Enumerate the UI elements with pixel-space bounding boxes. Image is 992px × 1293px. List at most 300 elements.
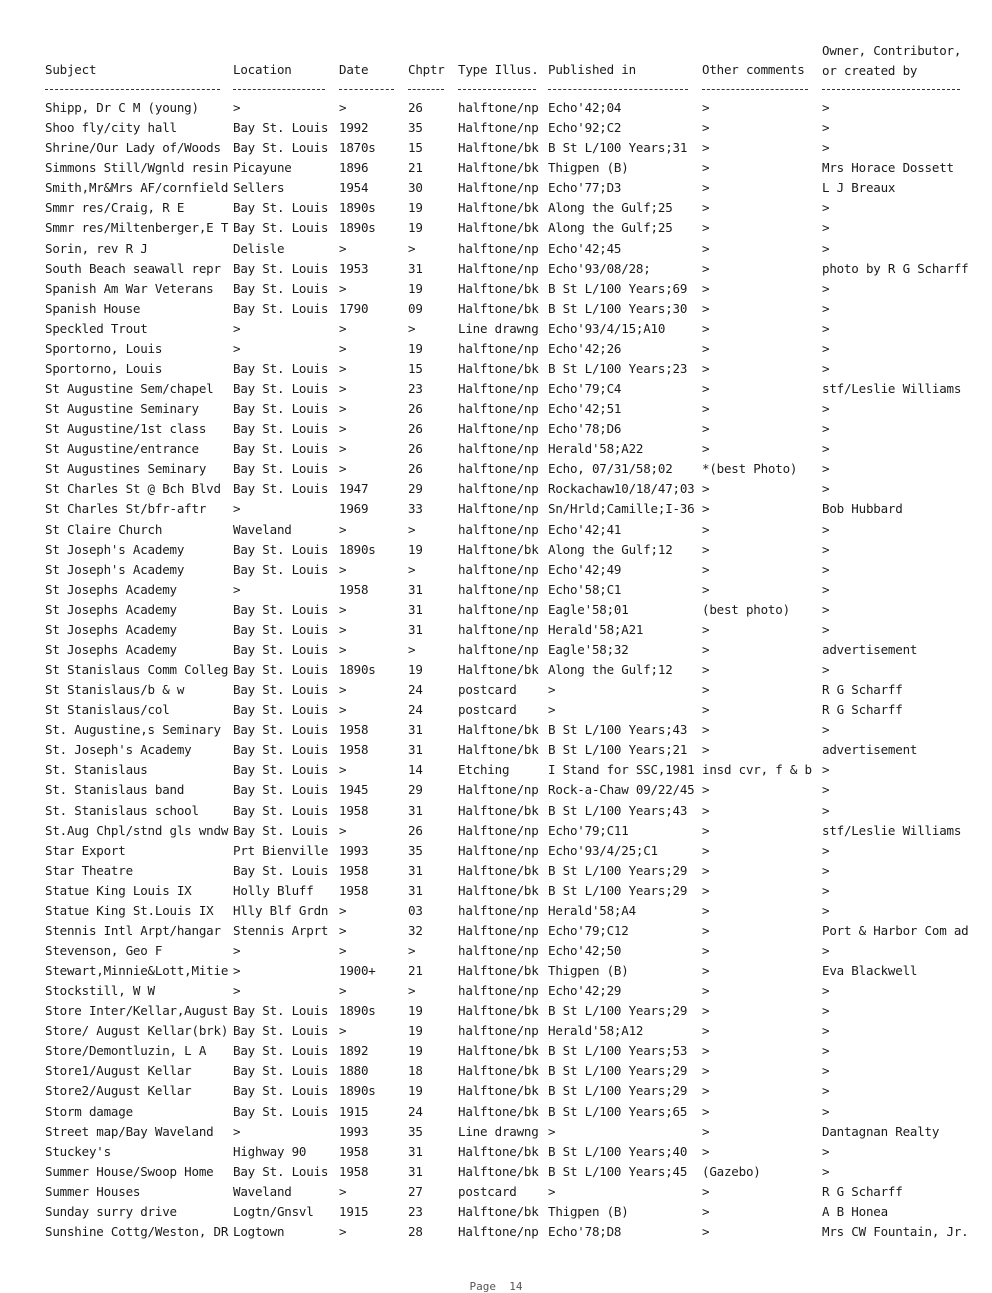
cell-other-comments: >: [702, 942, 710, 958]
cell-other-comments: insd cvr, f & b: [702, 762, 812, 778]
cell-location: Bay St. Louis: [233, 1103, 329, 1119]
cell-date: >: [339, 762, 347, 778]
cell-subject: St Augustines Seminary: [45, 461, 207, 477]
cell-type-illus: Halftone/np: [458, 922, 539, 938]
cell-other-comments: >: [702, 882, 710, 898]
cell-published-in: Echo'42;04: [548, 100, 622, 115]
cell-chptr: 24: [408, 702, 423, 718]
cell-chptr: 31: [408, 862, 423, 878]
cell-published-in: Echo'42;50: [548, 942, 622, 958]
cell-type-illus: Halftone/bk: [458, 160, 539, 176]
cell-subject: Spanish House: [45, 300, 141, 316]
cell-date: 1958: [339, 1163, 369, 1179]
cell-owner: Mrs CW Fountain, Jr.: [822, 1223, 969, 1239]
header-chptr: Chptr: [408, 62, 445, 77]
cell-date: >: [339, 1023, 347, 1039]
cell-type-illus: halftone/np: [458, 621, 539, 637]
cell-other-comments: >: [702, 1203, 710, 1219]
cell-location: >: [233, 501, 241, 517]
cell-date: 1958: [339, 862, 369, 878]
cell-chptr: 31: [408, 802, 423, 818]
cell-other-comments: >: [702, 581, 710, 597]
cell-subject: St Charles St/bfr-aftr: [45, 501, 207, 517]
table-row: [0, 281, 992, 301]
table-row: [0, 241, 992, 261]
cell-date: >: [339, 360, 347, 376]
table-row: [0, 1023, 992, 1043]
cell-owner: Port & Harbor Com ad: [822, 922, 969, 938]
cell-other-comments: >: [702, 340, 710, 356]
cell-other-comments: >: [702, 1143, 710, 1159]
cell-other-comments: >: [702, 902, 710, 918]
cell-date: >: [339, 240, 347, 256]
cell-chptr: >: [408, 521, 416, 537]
header-type-illus: Type Illus.: [458, 62, 539, 77]
cell-subject: St Augustine/entrance: [45, 441, 199, 457]
cell-published-in: B St L/100 Years;29: [548, 1003, 688, 1019]
cell-published-in: >: [548, 1183, 556, 1199]
cell-subject: Speckled Trout: [45, 320, 148, 336]
header-rule-subject: [45, 89, 220, 90]
cell-subject: Sunday surry drive: [45, 1203, 177, 1219]
cell-owner: >: [822, 862, 830, 878]
cell-type-illus: Halftone/bk: [458, 1063, 539, 1079]
cell-subject: Shoo fly/city hall: [45, 120, 177, 136]
cell-published-in: B St L/100 Years;29: [548, 882, 688, 898]
cell-location: Bay St. Louis: [233, 541, 329, 557]
cell-subject: Summer House/Swoop Home: [45, 1163, 214, 1179]
cell-owner: R G Scharff: [822, 682, 903, 697]
cell-published-in: Along the Gulf;25: [548, 200, 673, 216]
cell-type-illus: Halftone/np: [458, 822, 539, 838]
cell-owner: Mrs Horace Dossett: [822, 160, 954, 176]
cell-published-in: Echo'79;C11: [548, 822, 629, 838]
cell-owner: >: [822, 461, 830, 477]
cell-location: Bay St. Louis: [233, 802, 329, 818]
cell-date: 1945: [339, 782, 369, 798]
cell-chptr: 35: [408, 120, 423, 136]
header-date: Date: [339, 62, 369, 77]
cell-owner: >: [822, 220, 830, 236]
cell-type-illus: Halftone/bk: [458, 1003, 539, 1019]
cell-location: Bay St. Louis: [233, 401, 329, 417]
cell-location: Bay St. Louis: [233, 1063, 329, 1079]
cell-published-in: Echo'93/4/25;C1: [548, 842, 658, 858]
cell-owner: >: [822, 200, 830, 216]
cell-published-in: Echo'78;D8: [548, 1223, 622, 1239]
cell-other-comments: >: [702, 842, 710, 858]
cell-published-in: Echo'42;29: [548, 983, 622, 999]
cell-subject: Store/ August Kellar(brk): [45, 1023, 229, 1039]
cell-type-illus: Halftone/np: [458, 421, 539, 437]
cell-other-comments: >: [702, 561, 710, 577]
cell-published-in: Thigpen (B): [548, 1203, 629, 1219]
cell-owner: >: [822, 340, 830, 356]
cell-other-comments: >: [702, 641, 710, 657]
cell-published-in: B St L/100 Years;40: [548, 1143, 688, 1159]
cell-other-comments: >: [702, 782, 710, 798]
cell-published-in: B St L/100 Years;23: [548, 360, 688, 376]
cell-published-in: Echo'77;D3: [548, 180, 622, 196]
cell-location: Bay St. Louis: [233, 280, 329, 296]
cell-chptr: 19: [408, 1023, 423, 1039]
table-row: [0, 602, 992, 622]
cell-published-in: Herald'58;A22: [548, 441, 644, 457]
cell-subject: Store/Demontluzin, L A: [45, 1043, 207, 1059]
cell-chptr: 21: [408, 160, 423, 176]
cell-type-illus: halftone/np: [458, 983, 539, 999]
cell-subject: Smmr res/Miltenberger,E T: [45, 220, 229, 236]
cell-subject: St Joseph's Academy: [45, 541, 185, 557]
cell-owner: >: [822, 902, 830, 918]
cell-location: Bay St. Louis: [233, 421, 329, 437]
cell-date: >: [339, 320, 347, 336]
cell-date: 1915: [339, 1103, 369, 1119]
cell-other-comments: >: [702, 521, 710, 537]
cell-other-comments: >: [702, 722, 710, 738]
cell-other-comments: >: [702, 1063, 710, 1079]
cell-published-in: I Stand for SSC,1981: [548, 762, 695, 778]
header-owner-line2: or created by: [822, 63, 918, 78]
cell-location: Logtn/Gnsvl: [233, 1203, 314, 1219]
cell-location: Bay St. Louis: [233, 1023, 329, 1039]
cell-location: Sellers: [233, 180, 285, 196]
cell-subject: Smmr res/Craig, R E: [45, 200, 185, 216]
table-row: [0, 1164, 992, 1184]
cell-date: >: [339, 682, 347, 697]
table-row: [0, 863, 992, 883]
cell-type-illus: halftone/np: [458, 581, 539, 597]
cell-type-illus: Halftone/bk: [458, 1143, 539, 1159]
cell-type-illus: halftone/np: [458, 902, 539, 918]
cell-location: Bay St. Louis: [233, 762, 329, 778]
cell-subject: Stevenson, Geo F: [45, 942, 163, 958]
cell-subject: Stockstill, W W: [45, 983, 155, 999]
cell-location: Bay St. Louis: [233, 601, 329, 617]
cell-chptr: 18: [408, 1063, 423, 1079]
cell-chptr: >: [408, 561, 416, 577]
cell-type-illus: halftone/np: [458, 340, 539, 356]
cell-chptr: 19: [408, 1043, 423, 1059]
cell-other-comments: *(best Photo): [702, 461, 798, 477]
cell-owner: advertisement: [822, 641, 918, 657]
cell-other-comments: >: [702, 481, 710, 497]
cell-subject: St Stanislaus/col: [45, 702, 170, 718]
cell-location: Bay St. Louis: [233, 381, 329, 396]
cell-owner: >: [822, 1163, 830, 1179]
cell-date: >: [339, 521, 347, 537]
table-row: [0, 180, 992, 200]
cell-location: >: [233, 983, 241, 999]
cell-chptr: 29: [408, 782, 423, 798]
cell-date: >: [339, 822, 347, 838]
cell-location: Bay St. Louis: [233, 561, 329, 577]
cell-chptr: 19: [408, 280, 423, 296]
header-location: Location: [233, 62, 292, 77]
table-row: [0, 401, 992, 421]
cell-chptr: >: [408, 942, 416, 958]
cell-published-in: Thigpen (B): [548, 160, 629, 176]
cell-published-in: Eagle'58;01: [548, 601, 629, 617]
cell-owner: >: [822, 140, 830, 156]
cell-published-in: B St L/100 Years;69: [548, 280, 688, 296]
cell-type-illus: Halftone/bk: [458, 541, 539, 557]
cell-chptr: 32: [408, 922, 423, 938]
cell-other-comments: >: [702, 300, 710, 316]
cell-date: 1954: [339, 180, 369, 196]
cell-subject: Stennis Intl Arpt/hangar: [45, 922, 221, 938]
cell-location: >: [233, 100, 241, 115]
cell-location: Bay St. Louis: [233, 140, 329, 156]
cell-date: 1890s: [339, 1003, 376, 1019]
cell-other-comments: >: [702, 421, 710, 437]
cell-published-in: Sn/Hrld;Camille;I-36: [548, 501, 695, 517]
cell-published-in: Echo'79;C12: [548, 922, 629, 938]
cell-date: >: [339, 441, 347, 457]
cell-subject: Simmons Still/Wgnld resin: [45, 160, 229, 176]
cell-owner: >: [822, 842, 830, 858]
cell-subject: St Joseph's Academy: [45, 561, 185, 577]
cell-date: >: [339, 561, 347, 577]
cell-subject: St. Stanislaus: [45, 762, 148, 778]
cell-chptr: 26: [408, 100, 423, 115]
cell-date: >: [339, 461, 347, 477]
cell-other-comments: >: [702, 621, 710, 637]
table-row: [0, 923, 992, 943]
cell-other-comments: >: [702, 501, 710, 517]
cell-other-comments: >: [702, 983, 710, 999]
table-row: [0, 762, 992, 782]
cell-location: Bay St. Louis: [233, 862, 329, 878]
cell-owner: >: [822, 1083, 830, 1099]
cell-subject: St Josephs Academy: [45, 581, 177, 597]
cell-subject: St Stanislaus/b & w: [45, 682, 185, 697]
cell-type-illus: Halftone/np: [458, 782, 539, 798]
cell-chptr: 30: [408, 180, 423, 196]
cell-location: Bay St. Louis: [233, 702, 329, 718]
cell-owner: >: [822, 320, 830, 336]
cell-type-illus: halftone/np: [458, 481, 539, 497]
cell-location: >: [233, 581, 241, 597]
cell-published-in: Eagle'58;32: [548, 641, 629, 657]
cell-owner: >: [822, 1023, 830, 1039]
cell-owner: >: [822, 240, 830, 256]
table-row: [0, 261, 992, 281]
cell-subject: St. Stanislaus band: [45, 782, 185, 798]
cell-subject: South Beach seawall repr: [45, 260, 221, 276]
cell-other-comments: >: [702, 100, 710, 115]
cell-location: Bay St. Louis: [233, 441, 329, 457]
cell-type-illus: Line drawng: [458, 1123, 539, 1139]
cell-chptr: 19: [408, 340, 423, 356]
cell-type-illus: Halftone/bk: [458, 862, 539, 878]
table-row: [0, 722, 992, 742]
cell-subject: Shipp, Dr C M (young): [45, 100, 199, 115]
cell-owner: >: [822, 280, 830, 296]
cell-owner: stf/Leslie Williams: [822, 381, 962, 396]
table-row: [0, 1083, 992, 1103]
cell-other-comments: >: [702, 280, 710, 296]
cell-owner: >: [822, 360, 830, 376]
table-row: [0, 702, 992, 722]
cell-date: >: [339, 641, 347, 657]
header-rule-date: [339, 89, 394, 90]
cell-location: >: [233, 963, 241, 978]
cell-date: >: [339, 922, 347, 938]
cell-published-in: Echo'42;51: [548, 401, 622, 417]
cell-date: >: [339, 401, 347, 417]
cell-owner: >: [822, 521, 830, 537]
cell-chptr: 15: [408, 140, 423, 156]
cell-published-in: Echo'42;41: [548, 521, 622, 537]
cell-date: 1896: [339, 160, 369, 176]
cell-owner: >: [822, 1003, 830, 1019]
cell-owner: >: [822, 802, 830, 818]
table-row: [0, 421, 992, 441]
cell-type-illus: halftone/np: [458, 1023, 539, 1039]
cell-chptr: 15: [408, 360, 423, 376]
cell-published-in: Herald'58;A21: [548, 621, 644, 637]
table-row: [0, 682, 992, 702]
table-row: [0, 461, 992, 481]
cell-owner: >: [822, 481, 830, 497]
cell-other-comments: >: [702, 1083, 710, 1099]
cell-location: Bay St. Louis: [233, 621, 329, 637]
cell-subject: Store Inter/Kellar,August: [45, 1003, 229, 1019]
cell-published-in: Along the Gulf;12: [548, 662, 673, 677]
cell-chptr: 31: [408, 260, 423, 276]
cell-subject: Stuckey's: [45, 1143, 111, 1159]
cell-published-in: Along the Gulf;12: [548, 541, 673, 557]
cell-owner: L J Breaux: [822, 180, 896, 196]
cell-type-illus: halftone/np: [458, 641, 539, 657]
header-subject: Subject: [45, 62, 97, 77]
cell-subject: St. Stanislaus school: [45, 802, 199, 818]
cell-date: >: [339, 942, 347, 958]
cell-published-in: B St L/100 Years;65: [548, 1103, 688, 1119]
cell-owner: >: [822, 762, 830, 778]
header-rule-type: [458, 89, 536, 90]
cell-other-comments: >: [702, 822, 710, 838]
cell-chptr: 26: [408, 461, 423, 477]
cell-date: 1958: [339, 882, 369, 898]
cell-date: >: [339, 601, 347, 617]
cell-other-comments: >: [702, 200, 710, 216]
table-row: [0, 120, 992, 140]
cell-type-illus: Halftone/bk: [458, 1163, 539, 1179]
cell-date: >: [339, 340, 347, 356]
cell-subject: Statue King St.Louis IX: [45, 902, 214, 918]
table-row: [0, 943, 992, 963]
cell-date: 1890s: [339, 662, 376, 677]
cell-type-illus: Halftone/np: [458, 1223, 539, 1239]
cell-location: Bay St. Louis: [233, 742, 329, 758]
cell-location: Bay St. Louis: [233, 722, 329, 738]
table-row: [0, 1144, 992, 1164]
cell-published-in: Herald'58;A12: [548, 1023, 644, 1039]
cell-subject: St Josephs Academy: [45, 601, 177, 617]
cell-owner: >: [822, 541, 830, 557]
cell-location: Holly Bluff: [233, 882, 314, 898]
cell-published-in: Rockachaw10/18/47;03: [548, 481, 695, 497]
cell-chptr: >: [408, 641, 416, 657]
table-row: [0, 1104, 992, 1124]
cell-type-illus: Halftone/bk: [458, 200, 539, 216]
cell-other-comments: >: [702, 1043, 710, 1059]
cell-location: >: [233, 320, 241, 336]
cell-date: >: [339, 1223, 347, 1239]
cell-owner: >: [822, 1103, 830, 1119]
table-row: [0, 843, 992, 863]
cell-published-in: Echo'42;26: [548, 340, 622, 356]
cell-date: 1969: [339, 501, 369, 517]
table-row: [0, 883, 992, 903]
cell-type-illus: halftone/np: [458, 100, 539, 115]
cell-date: 1953: [339, 260, 369, 276]
cell-published-in: Along the Gulf;25: [548, 220, 673, 236]
cell-type-illus: Halftone/bk: [458, 1043, 539, 1059]
cell-owner: >: [822, 100, 830, 115]
cell-location: Highway 90: [233, 1143, 307, 1159]
cell-location: Bay St. Louis: [233, 682, 329, 697]
cell-location: Bay St. Louis: [233, 1043, 329, 1059]
cell-chptr: 23: [408, 381, 423, 396]
cell-date: 1993: [339, 1123, 369, 1139]
cell-chptr: 31: [408, 1143, 423, 1159]
cell-subject: St.Aug Chpl/stnd gls wndw: [45, 822, 229, 838]
cell-type-illus: Etching: [458, 762, 510, 778]
table-row: [0, 481, 992, 501]
cell-other-comments: >: [702, 1223, 710, 1239]
cell-published-in: Echo'58;C1: [548, 581, 622, 597]
cell-type-illus: Halftone/bk: [458, 802, 539, 818]
table-row: [0, 140, 992, 160]
cell-subject: Spanish Am War Veterans: [45, 280, 214, 296]
cell-type-illus: postcard: [458, 1183, 517, 1199]
cell-chptr: 31: [408, 882, 423, 898]
cell-type-illus: Halftone/bk: [458, 300, 539, 316]
cell-owner: Bob Hubbard: [822, 501, 903, 517]
cell-chptr: 31: [408, 581, 423, 597]
cell-location: Bay St. Louis: [233, 481, 329, 497]
cell-type-illus: halftone/np: [458, 561, 539, 577]
cell-location: Bay St. Louis: [233, 662, 329, 677]
table-row: [0, 823, 992, 843]
cell-date: 1993: [339, 842, 369, 858]
cell-subject: Store1/August Kellar: [45, 1063, 192, 1079]
cell-subject: Sportorno, Louis: [45, 360, 163, 376]
cell-location: Picayune: [233, 160, 292, 176]
cell-other-comments: >: [702, 401, 710, 417]
cell-subject: St. Joseph's Academy: [45, 742, 192, 758]
cell-other-comments: >: [702, 360, 710, 376]
cell-subject: St Josephs Academy: [45, 621, 177, 637]
cell-other-comments: >: [702, 541, 710, 557]
cell-other-comments: >: [702, 1183, 710, 1199]
cell-subject: Star Export: [45, 842, 126, 858]
cell-other-comments: >: [702, 180, 710, 196]
cell-location: Waveland: [233, 1183, 292, 1199]
cell-date: 1880: [339, 1063, 369, 1079]
cell-location: Waveland: [233, 521, 292, 537]
cell-subject: Sorin, rev R J: [45, 240, 148, 256]
cell-type-illus: Halftone/np: [458, 260, 539, 276]
table-row: [0, 200, 992, 220]
cell-owner: R G Scharff: [822, 702, 903, 718]
cell-type-illus: Halftone/np: [458, 381, 539, 396]
cell-other-comments: >: [702, 742, 710, 758]
cell-owner: >: [822, 942, 830, 958]
